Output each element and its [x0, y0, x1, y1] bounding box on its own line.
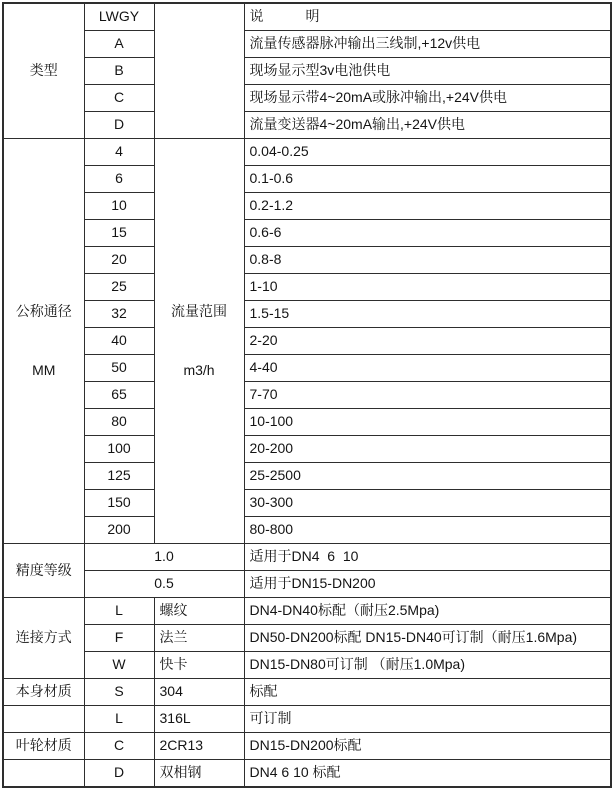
- body-material-code-cell: L: [84, 706, 154, 733]
- table-row: [3, 679, 611, 706]
- table-row: [3, 112, 611, 139]
- connection-name-cell: 快卡: [154, 652, 244, 679]
- body-material-name-cell: 304: [154, 679, 244, 706]
- flow-range-label-line1: 流量范围: [171, 303, 227, 320]
- table-row: [3, 571, 611, 598]
- table-row: [3, 544, 611, 571]
- connection-name-cell: 法兰: [154, 625, 244, 652]
- type-desc-cell: 现场显示型3v电池供电: [244, 58, 611, 85]
- table-row: [3, 85, 611, 112]
- impeller-material-desc-cell: DN15-DN200标配: [244, 733, 611, 760]
- diameter-label-line1: 公称通径: [15, 303, 72, 320]
- flow-range-cell: 4-40: [244, 355, 611, 382]
- flow-range-cell: 2-20: [244, 328, 611, 355]
- connection-code-cell: F: [84, 625, 154, 652]
- table-row: [3, 409, 611, 436]
- flow-range-cell: 10-100: [244, 409, 611, 436]
- body-material-desc-cell: 标配: [244, 679, 611, 706]
- flow-range-cell: 30-300: [244, 490, 611, 517]
- diameter-section-label: [3, 139, 84, 544]
- table-row: [3, 328, 611, 355]
- flow-range-cell: 0.1-0.6: [244, 166, 611, 193]
- connection-code-cell: L: [84, 598, 154, 625]
- flow-range-cell: 20-200: [244, 436, 611, 463]
- table-row: [3, 382, 611, 409]
- diameter-label-line2: MM: [32, 361, 56, 378]
- impeller-material-code-cell: D: [84, 760, 154, 788]
- flow-range-label-cell: [154, 139, 244, 544]
- table-row: [3, 220, 611, 247]
- type-mid-empty-cell: [154, 3, 244, 139]
- diameter-size-cell: 80: [84, 409, 154, 436]
- connection-desc-cell: DN50-DN200标配 DN15-DN40可订制（耐压1.6Mpa): [244, 625, 611, 652]
- flow-range-cell: 0.8-8: [244, 247, 611, 274]
- body-material-code-cell: S: [84, 679, 154, 706]
- desc-header-cell: 说 明: [244, 3, 611, 31]
- type-code-cell: C: [84, 85, 154, 112]
- flow-range-label-line2: m3/h: [183, 361, 215, 378]
- accuracy-desc-cell: 适用于DN15-DN200: [244, 571, 611, 598]
- table-row: [3, 598, 611, 625]
- diameter-size-cell: 25: [84, 274, 154, 301]
- diameter-size-cell: 150: [84, 490, 154, 517]
- table-row: [3, 58, 611, 85]
- diameter-size-cell: 125: [84, 463, 154, 490]
- body-material-section-label: 本身材质: [3, 679, 84, 706]
- type-section-label: 类型: [3, 3, 84, 139]
- table-row: [3, 166, 611, 193]
- body-material-empty-label-cell: [3, 706, 84, 733]
- connection-desc-cell: DN4-DN40标配（耐压2.5Mpa): [244, 598, 611, 625]
- body-material-desc-cell: 可订制: [244, 706, 611, 733]
- impeller-material-desc-cell: DN4 6 10 标配: [244, 760, 611, 788]
- flow-range-cell: 0.04-0.25: [244, 139, 611, 166]
- table-row: [3, 706, 611, 733]
- table-row: [3, 31, 611, 58]
- impeller-material-name-cell: 2CR13: [154, 733, 244, 760]
- table-row: [3, 355, 611, 382]
- table-row: [3, 301, 611, 328]
- table-row: [3, 625, 611, 652]
- diameter-size-cell: 15: [84, 220, 154, 247]
- table-row: [3, 463, 611, 490]
- flow-range-cell: 0.2-1.2: [244, 193, 611, 220]
- diameter-size-cell: 40: [84, 328, 154, 355]
- diameter-size-cell: 32: [84, 301, 154, 328]
- type-code-cell: B: [84, 58, 154, 85]
- body-material-name-cell: 316L: [154, 706, 244, 733]
- type-desc-cell: 现场显示带4~20mA或脉冲输出,+24V供电: [244, 85, 611, 112]
- impeller-material-empty-label-cell: [3, 760, 84, 788]
- impeller-material-section-label: 叶轮材质: [3, 733, 84, 760]
- flow-range-cell: 1-10: [244, 274, 611, 301]
- type-code-cell: D: [84, 112, 154, 139]
- flow-range-cell: 25-2500: [244, 463, 611, 490]
- diameter-size-cell: 200: [84, 517, 154, 544]
- flow-range-cell: 80-800: [244, 517, 611, 544]
- table-row: [3, 193, 611, 220]
- type-desc-cell: 流量传感器脉冲输出三线制,+12v供电: [244, 31, 611, 58]
- table-row: [3, 436, 611, 463]
- accuracy-section-label: 精度等级: [3, 544, 84, 598]
- accuracy-value-cell: 0.5: [84, 571, 244, 598]
- flow-range-cell: 1.5-15: [244, 301, 611, 328]
- table-row: [3, 247, 611, 274]
- connection-section-label: 连接方式: [3, 598, 84, 679]
- diameter-size-cell: 50: [84, 355, 154, 382]
- type-code-cell: A: [84, 31, 154, 58]
- type-desc-cell: 流量变送器4~20mA输出,+24V供电: [244, 112, 611, 139]
- diameter-size-cell: 6: [84, 166, 154, 193]
- connection-name-cell: 螺纹: [154, 598, 244, 625]
- table-row: [3, 733, 611, 760]
- impeller-material-name-cell: 双相钢: [154, 760, 244, 788]
- model-code-cell: LWGY: [84, 3, 154, 31]
- diameter-size-cell: 20: [84, 247, 154, 274]
- accuracy-desc-cell: 适用于DN4 6 10: [244, 544, 611, 571]
- table-row: [3, 139, 611, 166]
- flow-range-cell: 7-70: [244, 382, 611, 409]
- table-row: [3, 490, 611, 517]
- spec-table: [2, 2, 612, 788]
- diameter-size-cell: 4: [84, 139, 154, 166]
- flow-range-cell: 0.6-6: [244, 220, 611, 247]
- table-row: [3, 3, 611, 31]
- table-row: [3, 652, 611, 679]
- table-row: [3, 517, 611, 544]
- impeller-material-code-cell: C: [84, 733, 154, 760]
- accuracy-value-cell: 1.0: [84, 544, 244, 571]
- table-row: [3, 274, 611, 301]
- connection-code-cell: W: [84, 652, 154, 679]
- diameter-size-cell: 10: [84, 193, 154, 220]
- diameter-size-cell: 65: [84, 382, 154, 409]
- diameter-size-cell: 100: [84, 436, 154, 463]
- table-row: [3, 760, 611, 788]
- connection-desc-cell: DN15-DN80可订制 （耐压1.0Mpa): [244, 652, 611, 679]
